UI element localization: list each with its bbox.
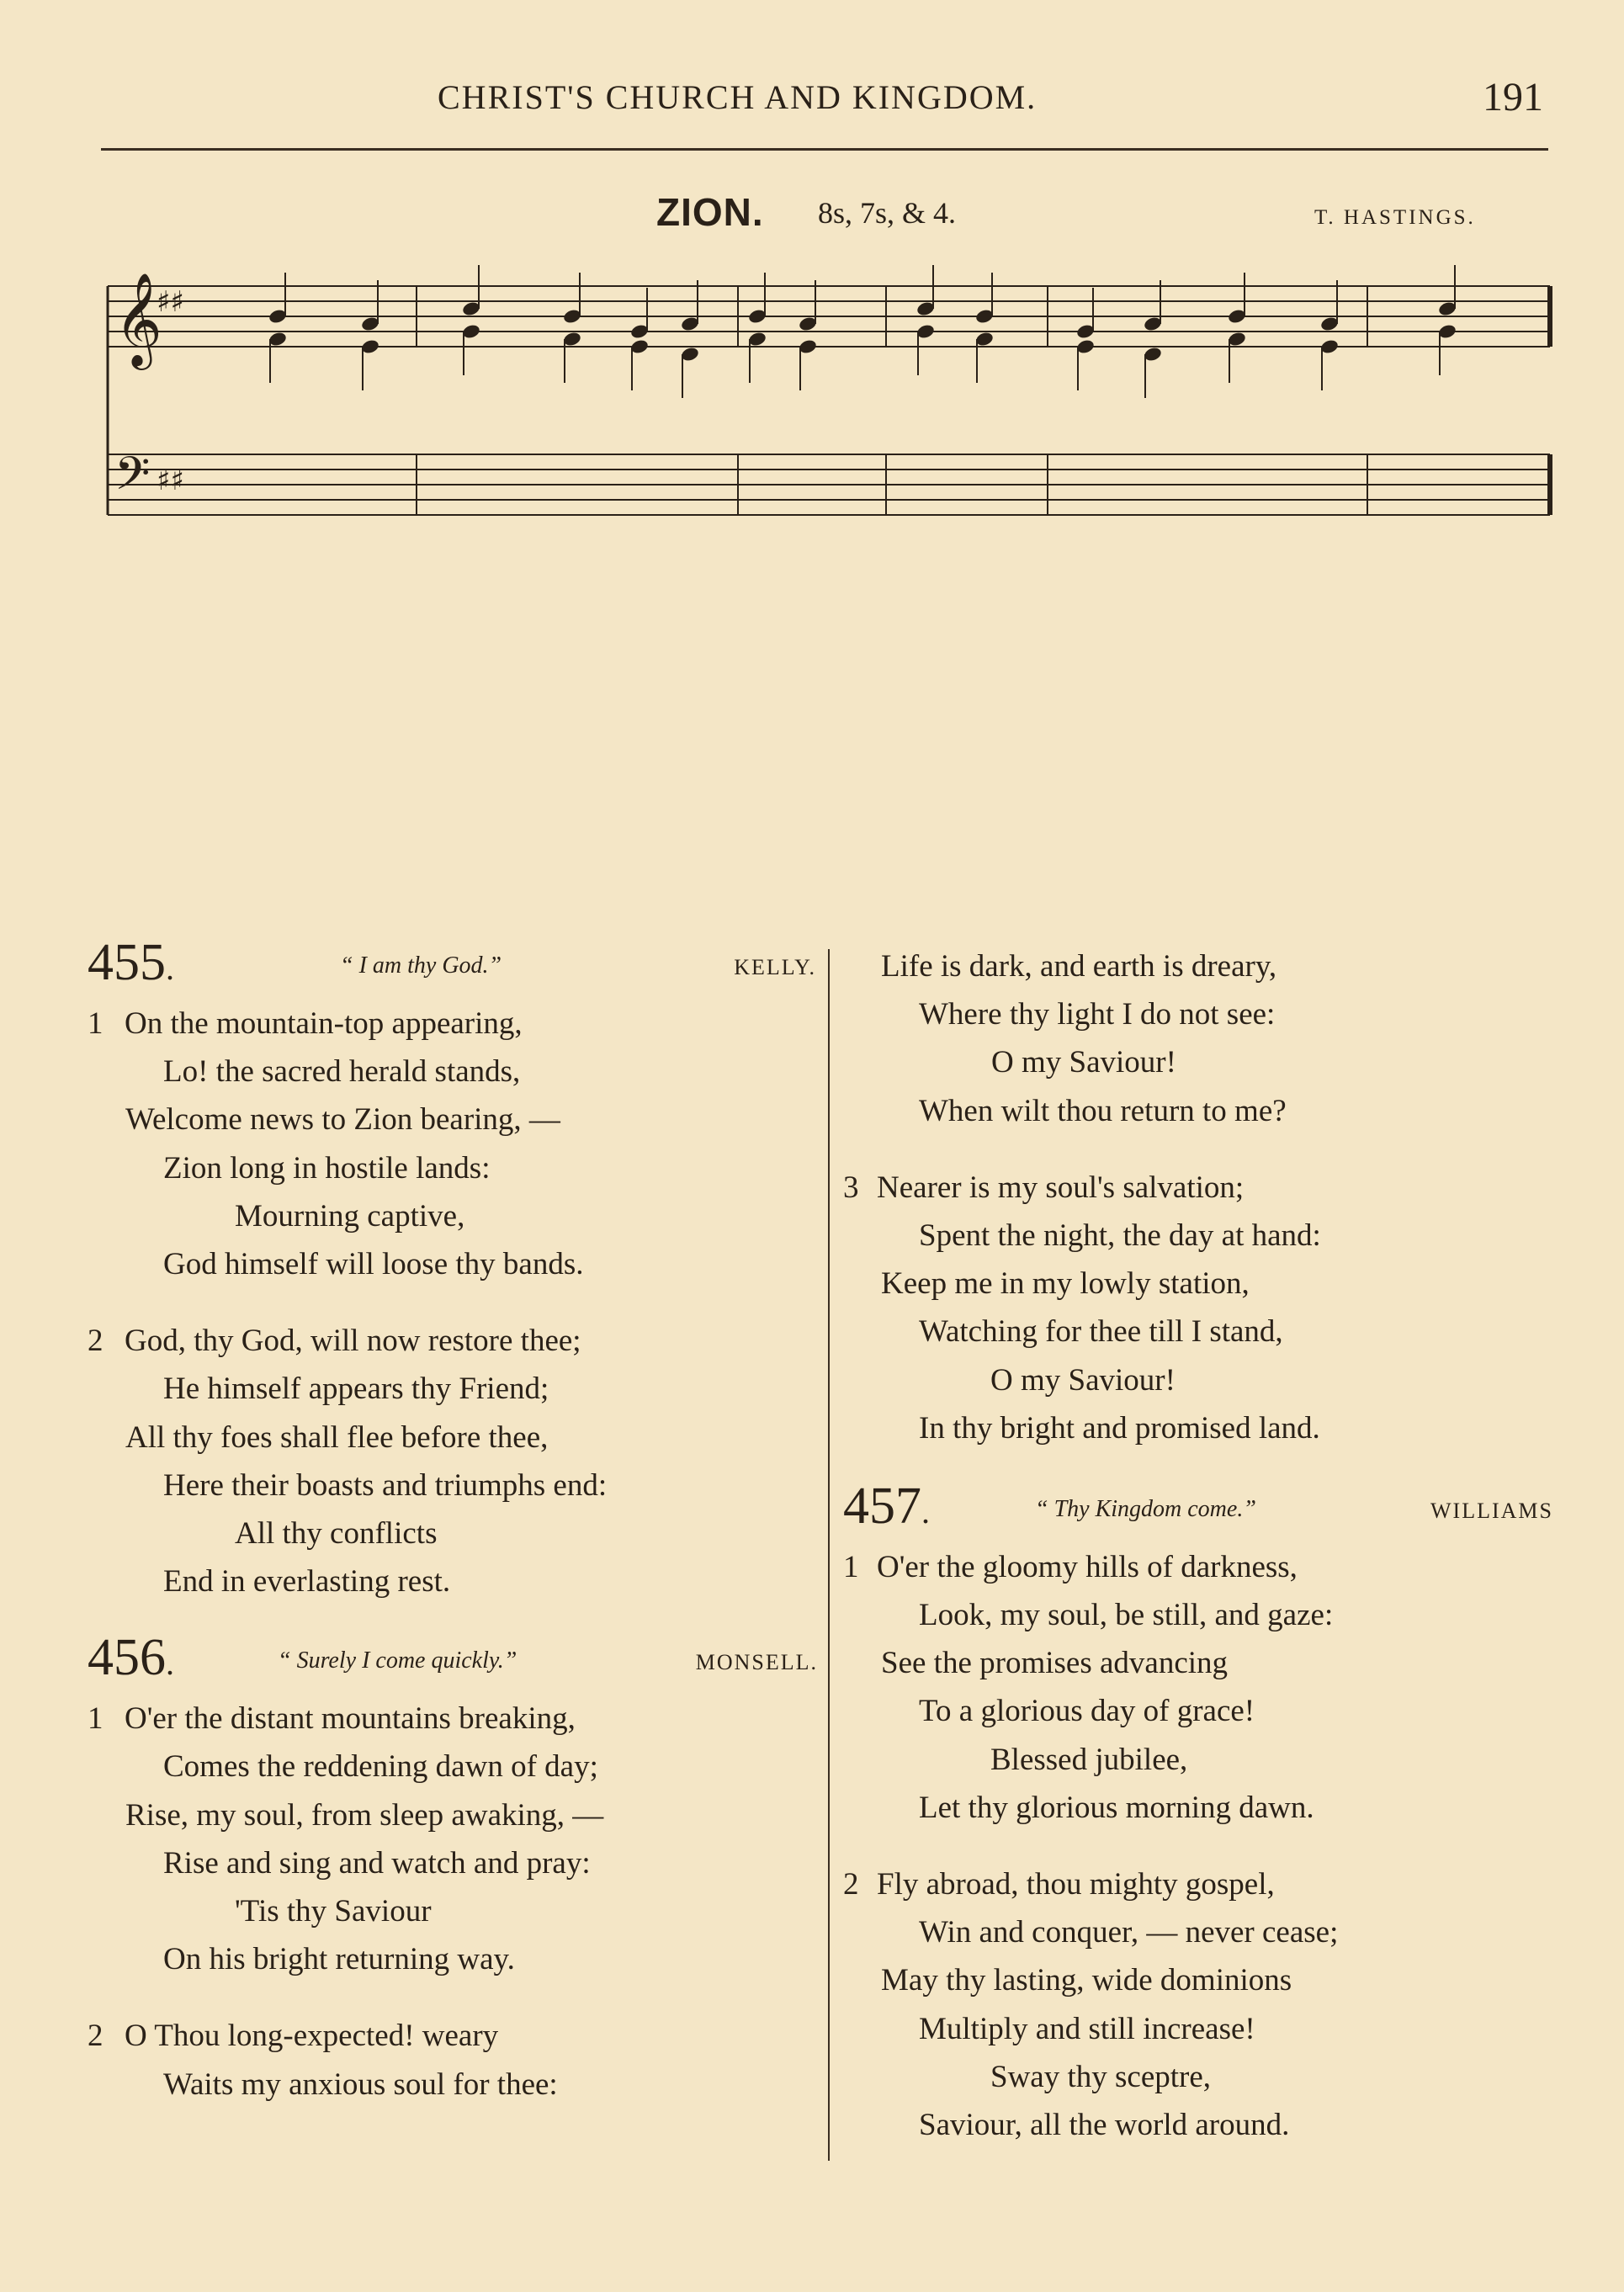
verse-line: Comes the reddening dawn of day;: [163, 1749, 598, 1785]
verse-line: Keep me in my lowly station,: [881, 1266, 1250, 1302]
music-score: [0, 0, 1624, 909]
verse-line: May thy lasting, wide dominions: [881, 1963, 1292, 1998]
verse-line: When wilt thou return to me?: [919, 1093, 1287, 1128]
hymn-number: 456.: [88, 1629, 174, 1687]
verse-line: 2 Fly abroad, thou mighty gospel,: [843, 1860, 1542, 1908]
verse-line: Rise, my soul, from sleep awaking, —: [125, 1797, 604, 1833]
verse-line: Lo! the sacred herald stands,: [163, 1054, 521, 1090]
verse-line: 3 Nearer is my soul's salvation;: [843, 1164, 1542, 1212]
left-column: [88, 932, 818, 2109]
verse-line: In thy bright and promised land.: [919, 1410, 1320, 1446]
hymn-author: WILLIAMS: [1430, 1498, 1553, 1523]
hymn-header: [88, 1627, 818, 1688]
hymn-number: 455.: [88, 934, 174, 991]
verse-line: Saviour, all the world around.: [919, 2107, 1290, 2142]
verse-line: Zion long in hostile lands:: [163, 1150, 491, 1186]
verse-line: Win and conquer, — never cease;: [919, 1915, 1339, 1950]
verse-number: 2: [88, 2019, 103, 2054]
verse-line: On his bright returning way.: [163, 1942, 515, 1977]
right-column: [843, 942, 1553, 2149]
verse-line: Here their boasts and triumphs end:: [163, 1467, 608, 1503]
verse-number: 1: [843, 1549, 859, 1584]
verse-line: God himself will loose thy bands.: [163, 1246, 584, 1281]
verse-line: 1 O'er the distant mountains breaking,: [88, 1695, 811, 1743]
page-number: 191: [1483, 75, 1543, 119]
verse-line: Spent the night, the day at hand:: [919, 1218, 1321, 1253]
verse-line: Blessed jubilee,: [990, 1742, 1188, 1777]
hymn-header: [88, 932, 816, 993]
verse-line: Multiply and still increase!: [919, 2011, 1255, 2046]
verse-line: Sway thy sceptre,: [990, 2059, 1212, 2094]
verse-line: See the promises advancing: [881, 1646, 1229, 1681]
key-signature: ♯♯: [157, 464, 184, 497]
hymn-title: “ Surely I come quickly.”: [278, 1647, 517, 1674]
treble-clef-icon: 𝄞: [114, 272, 162, 366]
verse-line: To a glorious day of grace!: [919, 1694, 1255, 1729]
verse-line: 1 O'er the gloomy hills of darkness,: [843, 1543, 1542, 1591]
verse-line: Waits my anxious soul for thee:: [163, 2067, 558, 2102]
verse-number: 2: [88, 1324, 103, 1359]
verse-line: Let thy glorious morning dawn.: [919, 1790, 1314, 1825]
verse-line: All thy foes shall flee before thee,: [125, 1419, 549, 1455]
verse-line: He himself appears thy Friend;: [163, 1371, 549, 1407]
tune-meter: 8s, 7s, & 4.: [818, 196, 957, 230]
verse-line: Look, my soul, be still, and gaze:: [919, 1598, 1334, 1633]
verse-number: 1: [88, 1006, 103, 1041]
hymn-author: KELLY.: [734, 955, 816, 979]
verse-line: Welcome news to Zion bearing, —: [125, 1102, 560, 1138]
verse-line: End in everlasting rest.: [163, 1564, 451, 1600]
key-signature: ♯♯: [157, 285, 184, 319]
verse-line: 'Tis thy Saviour: [235, 1894, 432, 1929]
verse-line: 2 O Thou long-expected! weary: [88, 2012, 811, 2060]
verse-line: 1 On the mountain-top appearing,: [88, 1000, 811, 1048]
verse-line: 2 God, thy God, will now restore thee;: [88, 1317, 811, 1365]
verse-number: 3: [843, 1170, 859, 1205]
verse-number: 2: [843, 1867, 859, 1902]
verse-line: O my Saviour!: [990, 1362, 1176, 1398]
verse-line: O my Saviour!: [991, 1045, 1176, 1080]
verse-number: 1: [88, 1701, 103, 1737]
verse-line: Rise and sing and watch and pray:: [163, 1845, 591, 1881]
column-divider: [828, 949, 830, 2161]
hymn-header: [843, 1476, 1553, 1536]
hymn-title: “ I am thy God.”: [340, 952, 502, 979]
verse-line: Where thy light I do not see:: [919, 997, 1276, 1032]
verse-line: Watching for thee till I stand,: [919, 1314, 1283, 1350]
tune-name: ZION.: [656, 190, 764, 234]
running-title: CHRIST'S CHURCH AND KINGDOM.: [438, 78, 1038, 116]
verse-line: Life is dark, and earth is dreary,: [881, 949, 1277, 984]
bass-clef-icon: 𝄢: [114, 447, 151, 512]
verse-line: Mourning captive,: [235, 1198, 465, 1234]
hymn-number: 457.: [843, 1477, 930, 1535]
tune-composer: T. HASTINGS.: [1314, 206, 1476, 229]
verse-line: All thy conflicts: [235, 1515, 438, 1551]
hymn-title: “ Thy Kingdom come.”: [1035, 1495, 1256, 1522]
hymn-author: MONSELL.: [695, 1650, 818, 1675]
